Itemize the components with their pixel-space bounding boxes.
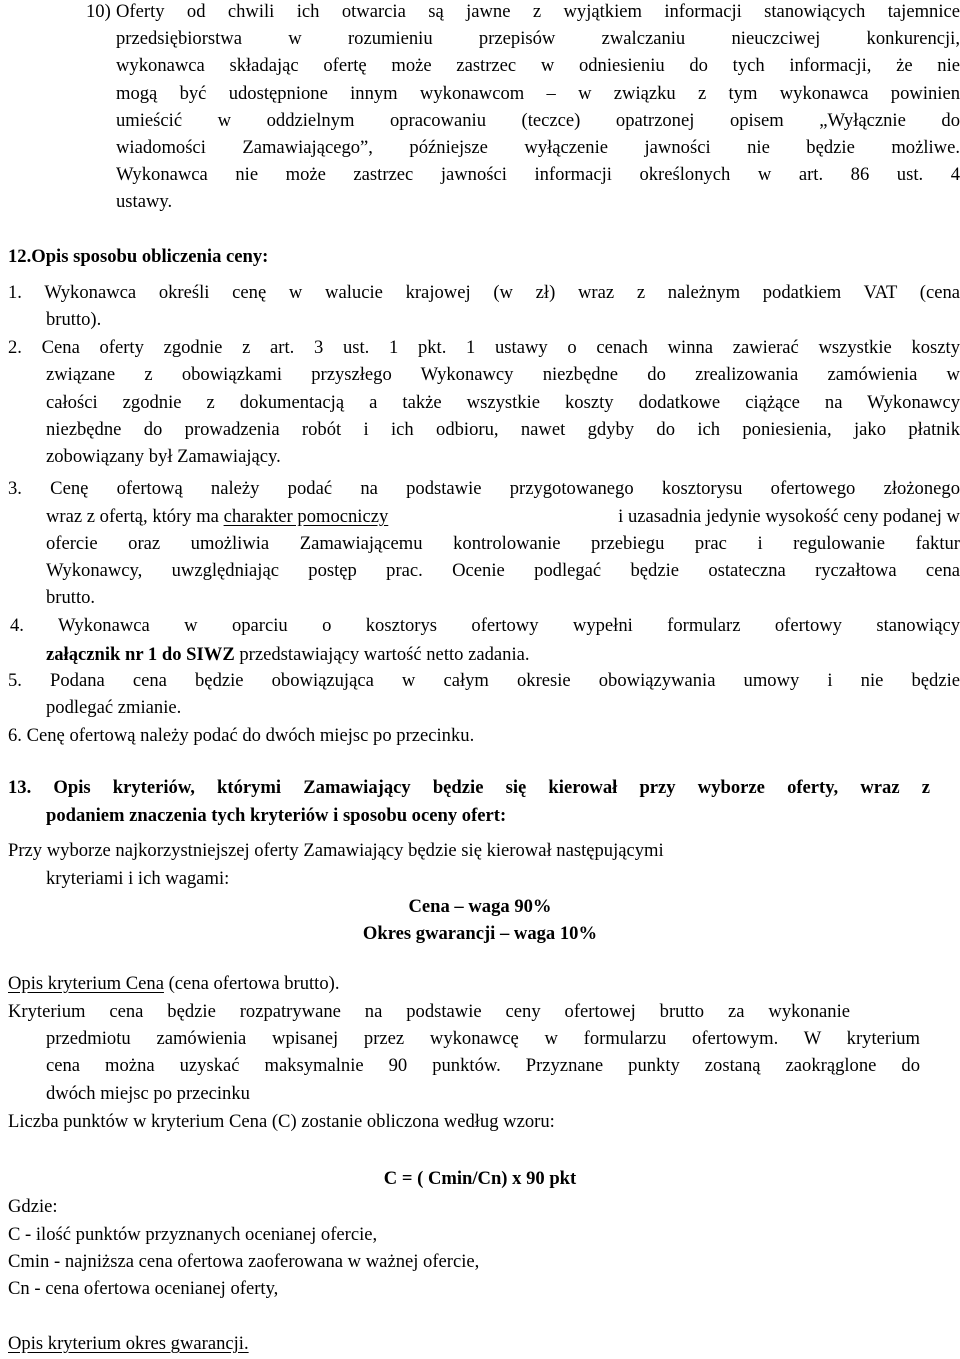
criterion-price-weight: Cena – waga 90%: [408, 896, 552, 917]
item-10-line: przedsiębiorstwa w rozumieniu przepisów zwalczaniu nieuczciwej konkurencji,: [116, 28, 960, 50]
formula-where: Gdzie:: [8, 1196, 58, 1217]
item-10-line: ustawy.: [116, 191, 173, 213]
price-criterion-heading: [8, 970, 339, 997]
s12-p3-line: brutto.: [46, 587, 96, 608]
s12-p2-line: niezbędne do prowadzenia robót i ich odbioru, nawet gdyby do ich poniesienia, jako płatnik: [46, 419, 960, 440]
item-10-line: Wykonawca nie może zastrzec jawności informacji określonych w art. 86 ust. 4: [116, 164, 960, 186]
section-12-heading: 12.Opis sposobu obliczenia ceny:: [8, 246, 269, 267]
s12-p5-line: podlegać zmianie.: [46, 697, 182, 718]
item-10-line: mogą być udostępnione innym wykonawcom – w związku z tym wykonawca powinien: [116, 82, 960, 104]
s12-p6-line: 6. Cenę ofertową należy podać do dwóch miejsc po przecinku.: [8, 725, 475, 746]
s12-p1-line: 1. Wykonawca określi cenę w walucie krajowej (w zł) wraz z należnym podatkiem VAT (cena: [8, 282, 960, 303]
s12-p5-line: 5. Podana cena będzie obowiązująca w całym okresie obowiązywania umowy i nie będzie: [8, 670, 960, 691]
s12-p2-line: związane z obowiązkami przyszłego Wykonawcy niezbędne do zrealizowania zamówienia w: [46, 364, 960, 385]
price-criterion-title: Opis kryterium Cena: [8, 973, 164, 994]
item-10-line: Oferty od chwili ich otwarcia są jawne z wyjątkiem informacji stanowiących tajemnice: [116, 1, 960, 22]
underlined-phrase: charakter pomocniczy: [223, 506, 389, 527]
s12-p4-line: [46, 641, 530, 668]
section-13-heading: podaniem znaczenia tych kryteriów i sposobu oceny ofert:: [46, 805, 507, 826]
item-10-line: umieścić w oddzielnym opracowaniu (teczce) opatrzonej opisem „Wyłącznie do: [116, 109, 960, 131]
formula-legend-item: Cmin - najniższa cena ofertowa zaoferowana w ważnej ofercie,: [8, 1251, 480, 1272]
warranty-criterion-heading: Opis kryterium okres gwarancji.: [8, 1333, 249, 1354]
s12-p2-line: całości zgodnie z dokumentacją a także wszystkie koszty dodatkowe ciążące na Wykonawcy: [46, 392, 960, 413]
s12-p2-line: 2. Cena oferty zgodnie z art. 3 ust. 1 pkt. 1 ustawy o cenach winna zawierać wszystkie koszty: [8, 337, 960, 358]
s12-p4-line: 4. Wykonawca w oparciu o kosztorys ofertowy wypełni formularz ofertowy stanowiący: [10, 615, 960, 636]
s12-p3-text-b: i uzasadnia jedynie wysokość ceny podanej w: [618, 506, 960, 527]
s12-p3-text-a: wraz z ofertą, który ma: [46, 506, 224, 527]
s12-p1-line: brutto).: [46, 309, 102, 330]
s13-intro-line: Przy wyborze najkorzystniejszej oferty Zamawiający będzie się kierował następującymi: [8, 840, 664, 861]
item-10-number: 10): [86, 1, 111, 22]
s12-p3-line: Wykonawcy, uwzględniając postęp prac. Ocenie podlegać będzie ostateczna ryczałtowa cena: [46, 560, 960, 581]
item-10-line: wiadomości Zamawiającego”, późniejsze wyłączenie jawności nie będzie możliwe.: [116, 137, 960, 159]
section-13-heading: 13. Opis kryteriów, którymi Zamawiający będzie się kierował przy wyborze oferty, wraz z: [8, 777, 930, 798]
s13-intro-line: kryteriami i ich wagami:: [46, 868, 230, 889]
s12-p3-line: 3. Cenę ofertową należy podać na podstawie przygotowanego kosztorysu ofertowego złożonego: [8, 478, 960, 499]
price-criterion-line: Kryterium cena będzie rozpatrywane na podstawie ceny ofertowej brutto za wykonanie: [8, 1001, 850, 1022]
s12-p2-line: zobowiązany był Zamawiający.: [46, 446, 281, 467]
price-criterion-line: dwóch miejsc po przecinku: [46, 1083, 250, 1104]
criterion-warranty-weight: Okres gwarancji – waga 10%: [362, 923, 598, 944]
s12-p4-text: przedstawiający wartość netto zadania.: [234, 644, 530, 665]
s12-p3-line: [46, 503, 960, 530]
s12-p3-text: [46, 503, 388, 530]
price-criterion-line: przedmiotu zamówienia wpisanej przez wykonawcę w formularzu ofertowym. W kryterium: [46, 1028, 920, 1049]
points-intro: Liczba punktów w kryterium Cena (C) zostanie obliczona według wzoru:: [8, 1111, 555, 1132]
s12-p3-line: ofercie oraz umożliwia Zamawiającemu kontrolowanie przebiegu prac i regulowanie faktur: [46, 533, 960, 554]
attachment-reference: załącznik nr 1 do SIWZ: [46, 644, 235, 665]
price-formula: C = ( Cmin/Cn) x 90 pkt: [383, 1168, 577, 1189]
price-criterion-note: (cena ofertowa brutto).: [163, 973, 340, 994]
formula-legend-item: Cn - cena ofertowa ocenianej oferty,: [8, 1278, 279, 1299]
price-criterion-line: cena można uzyskać maksymalnie 90 punktów. Przyznane punkty zostaną zaokrąglone do: [46, 1055, 920, 1076]
formula-legend-item: C - ilość punktów przyznanych ocenianej ofercie,: [8, 1224, 378, 1245]
item-10-line: wykonawca składając ofertę może zastrzec w odniesieniu do tych informacji, że nie: [116, 55, 960, 77]
item-10-paragraph: [116, 0, 960, 216]
